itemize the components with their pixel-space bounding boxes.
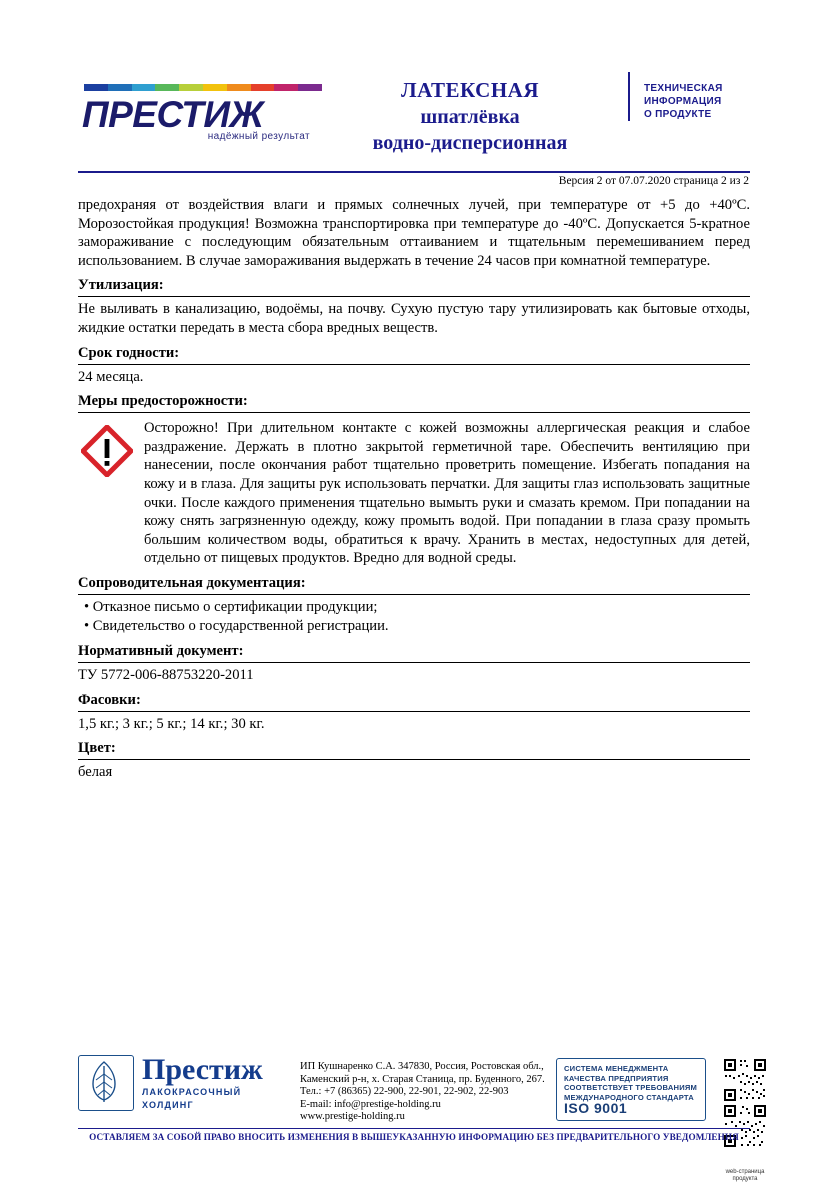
qr-caption <box>722 1169 768 1183</box>
footer-logo <box>78 1055 296 1111</box>
document-content <box>78 196 750 782</box>
hazard-exclamation-icon <box>78 419 140 482</box>
section-normative-document-rule <box>78 662 750 663</box>
footer-logo-sub2: ХОЛДИНГ <box>142 1100 194 1110</box>
documentation-list <box>78 598 750 636</box>
tech-info-line1: ТЕХНИЧЕСКАЯ <box>644 83 723 94</box>
product-title-line2: шпатлёвка <box>420 106 520 128</box>
list-item: • Свидетельство о государственной регистрации. <box>78 617 750 636</box>
footer-address <box>296 1055 550 1124</box>
address-line1: ИП Кушнаренко С.А. 347830, Россия, Ростовская обл., <box>300 1061 544 1072</box>
product-title-line3: водно-дисперсионная <box>372 132 568 154</box>
iso-certificate-badge <box>556 1058 706 1121</box>
list-item: • Отказное письмо о сертификации продукции; <box>78 598 750 617</box>
section-shelf-life <box>78 344 750 387</box>
section-utilization <box>78 276 750 337</box>
section-documentation <box>78 574 750 636</box>
tree-icon <box>78 1055 134 1111</box>
section-safety-rule <box>78 412 750 413</box>
address-email[interactable]: E-mail: info@prestige-holding.ru <box>300 1098 441 1110</box>
section-packaging-rule <box>78 711 750 712</box>
qr-caption-line2: продукта <box>732 1176 758 1182</box>
qr-caption-line1: web-страница <box>725 1169 765 1175</box>
tech-info-label <box>628 72 723 121</box>
section-safety <box>78 392 750 568</box>
section-documentation-heading: Сопроводительная документация: <box>78 574 306 591</box>
tech-info-line2: ИНФОРМАЦИЯ <box>644 96 722 107</box>
section-safety-text: Осторожно! При длительном контакте с кожей возможны аллергическая реакция и слабое раздражение. Держать в плотно закрытой герметичной таре. Обеспечить вентиляцию при нанесении, после окончания работ тщательно проветрить помещение. Избегать попадания на кожу и в глаза. Для защиты рук использовать перчатки. Для защиты глаз использовать защитные очки. После каждого применения тщательно вымыть руки и смазать кремом. При попадании на кожу снять загрязненную одежду, кожу промыть водой. При попадании в глаза сразу промыть большим количеством воды, обратиться к врачу. Хранить в местах, недоступных для детей, отдельно от пищевых продуктов. Вредно для водной среды. <box>144 420 750 567</box>
section-packaging-text: 1,5 кг.; 3 кг.; 5 кг.; 14 кг.; 30 кг. <box>78 715 265 732</box>
logo-tagline: надёжный результат <box>207 131 310 142</box>
section-color-heading: Цвет: <box>78 740 116 757</box>
address-line3: Тел.: +7 (86365) 22-900, 22-901, 22-902, 22-903 <box>300 1086 509 1098</box>
section-packaging-heading: Фасовки: <box>78 691 141 708</box>
header-divider <box>78 171 750 173</box>
logo-wordmark: ПРЕСТИЖ <box>82 94 264 135</box>
section-color-text: белая <box>78 764 113 781</box>
section-normative-document <box>78 642 750 685</box>
section-documentation-rule <box>78 594 750 595</box>
section-utilization-heading: Утилизация: <box>78 277 164 294</box>
product-title <box>328 72 628 155</box>
iso-line3: СООТВЕТСТВУЕТ ТРЕБОВАНИЯМ <box>564 1083 698 1093</box>
iso-line1: СИСТЕМА МЕНЕДЖМЕНТА <box>564 1064 669 1073</box>
qr-code-product-icon[interactable] <box>722 1057 768 1103</box>
address-website[interactable]: www.prestige-holding.ru <box>300 1111 405 1123</box>
footer-divider <box>78 1128 750 1129</box>
product-title-line1: ЛАТЕКСНАЯ <box>400 78 540 102</box>
version-label: Версия 2 от 07.07.2020 страница 2 из 2 <box>558 175 749 187</box>
brand-logo <box>78 72 328 142</box>
section-normative-document-text: ТУ 5772-006-88753220-2011 <box>78 666 254 683</box>
tech-info-line3: О ПРОДУКТЕ <box>644 109 712 120</box>
section-shelf-life-rule <box>78 364 750 365</box>
intro-paragraph: предохраняя от воздействия влаги и прямых солнечных лучей, при температуре от +5 до +40ºС. Морозостойкая продукция! Возможна транспортировка при температуре до -40ºС. Допускается 5-кратное замораживание с последующим обязательным оттаиванием и тщательным перемешиванием перед использованием. В случае замораживания выдержать в течение 24 часов при комнатной температуре. <box>78 197 750 269</box>
iso-line2: КАЧЕСТВА ПРЕДПРИЯТИЯ <box>564 1073 669 1083</box>
section-color <box>78 739 750 782</box>
footer-logo-sub1: ЛАКОКРАСОЧНЫЙ <box>142 1087 242 1097</box>
footer-disclaimer: ОСТАВЛЯЕМ ЗА СОБОЙ ПРАВО ВНОСИТЬ ИЗМЕНЕНИЯ В ВЫШЕУКАЗАННУЮ ИНФОРМАЦИЮ БЕЗ ПРЕДВАРИТЕЛЬНОГО УВЕДОМЛЕНИЯ <box>89 1132 739 1142</box>
section-color-rule <box>78 759 750 760</box>
iso-line4: МЕЖДУНАРОДНОГО СТАНДАРТА <box>564 1092 694 1102</box>
section-normative-document-heading: Нормативный документ: <box>78 642 244 659</box>
section-packaging <box>78 691 750 734</box>
qr-code-secondary-icon[interactable] <box>722 1103 768 1149</box>
section-shelf-life-text: 24 месяца. <box>78 368 144 385</box>
address-line2: Каменский р-н, х. Старая Станица, пр. Буденного, 267. <box>300 1073 545 1085</box>
footer-qr-area <box>706 1055 768 1185</box>
iso-standard-label: ISO 9001 <box>564 1100 628 1117</box>
logo-color-bars <box>84 84 322 94</box>
footer-logo-wordmark: Престиж <box>142 1053 263 1086</box>
section-shelf-life-heading: Срок годности: <box>78 344 180 361</box>
document-header <box>78 72 750 164</box>
section-utilization-text: Не выливать в канализацию, водоёмы, на почву. Сухую пустую тару утилизировать как бытовые отходы, жидкие остатки передать в места сбора вредных веществ. <box>78 301 750 336</box>
section-utilization-rule <box>78 296 750 297</box>
section-safety-heading: Меры предосторожности: <box>78 393 248 410</box>
